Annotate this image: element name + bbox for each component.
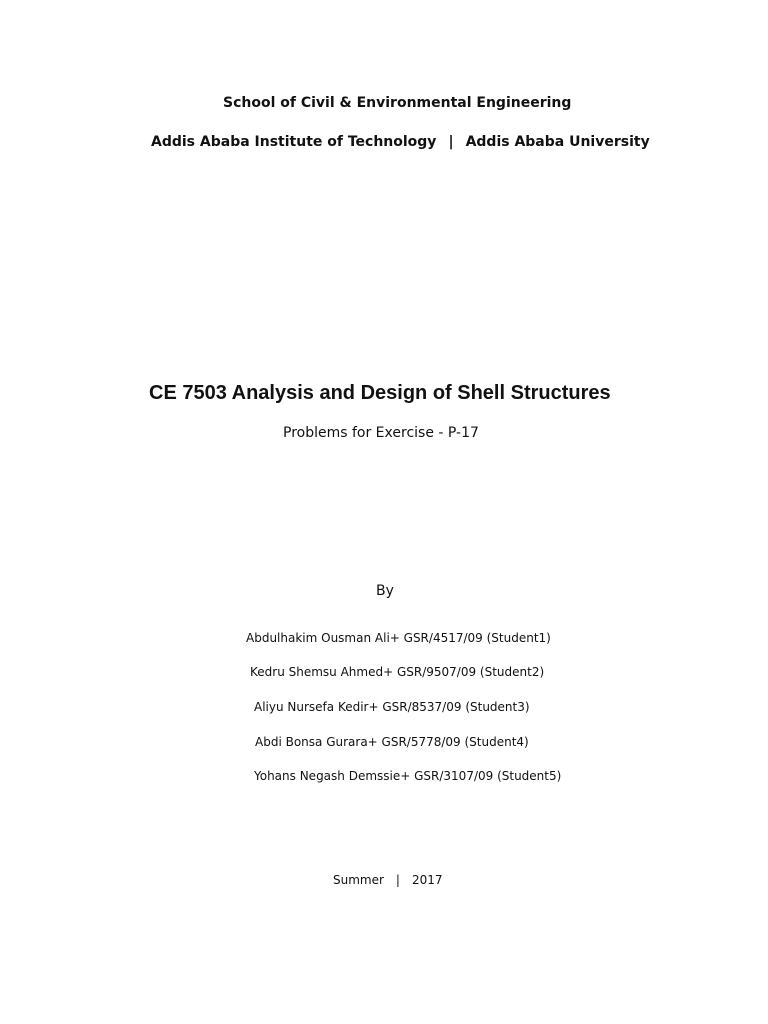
student-entry: Abdulhakim Ousman Ali+ GSR/4517/09 (Student1) [246, 631, 551, 645]
institution-separator: | [448, 134, 454, 150]
institute-name: Addis Ababa Institute of Technology [151, 134, 437, 150]
student-entry: Aliyu Nursefa Kedir+ GSR/8537/09 (Student3) [254, 700, 530, 714]
school-name: School of Civil & Environmental Engineering [223, 95, 572, 111]
date-line [333, 873, 443, 887]
course-title: CE 7503 Analysis and Design of Shell Structures [149, 382, 611, 404]
student-entry: Yohans Negash Demssie+ GSR/3107/09 (Student5) [254, 769, 562, 783]
university-name: Addis Ababa University [465, 134, 650, 150]
institution-line [151, 134, 650, 150]
by-label: By [376, 583, 394, 599]
season-label: Summer [333, 873, 384, 887]
student-entry: Abdi Bonsa Gurara+ GSR/5778/09 (Student4) [255, 735, 529, 749]
course-subtitle: Problems for Exercise - P-17 [283, 425, 479, 441]
student-entry: Kedru Shemsu Ahmed+ GSR/9507/09 (Student2) [250, 665, 545, 679]
year-label: 2017 [411, 873, 443, 887]
date-separator: | [395, 873, 400, 887]
